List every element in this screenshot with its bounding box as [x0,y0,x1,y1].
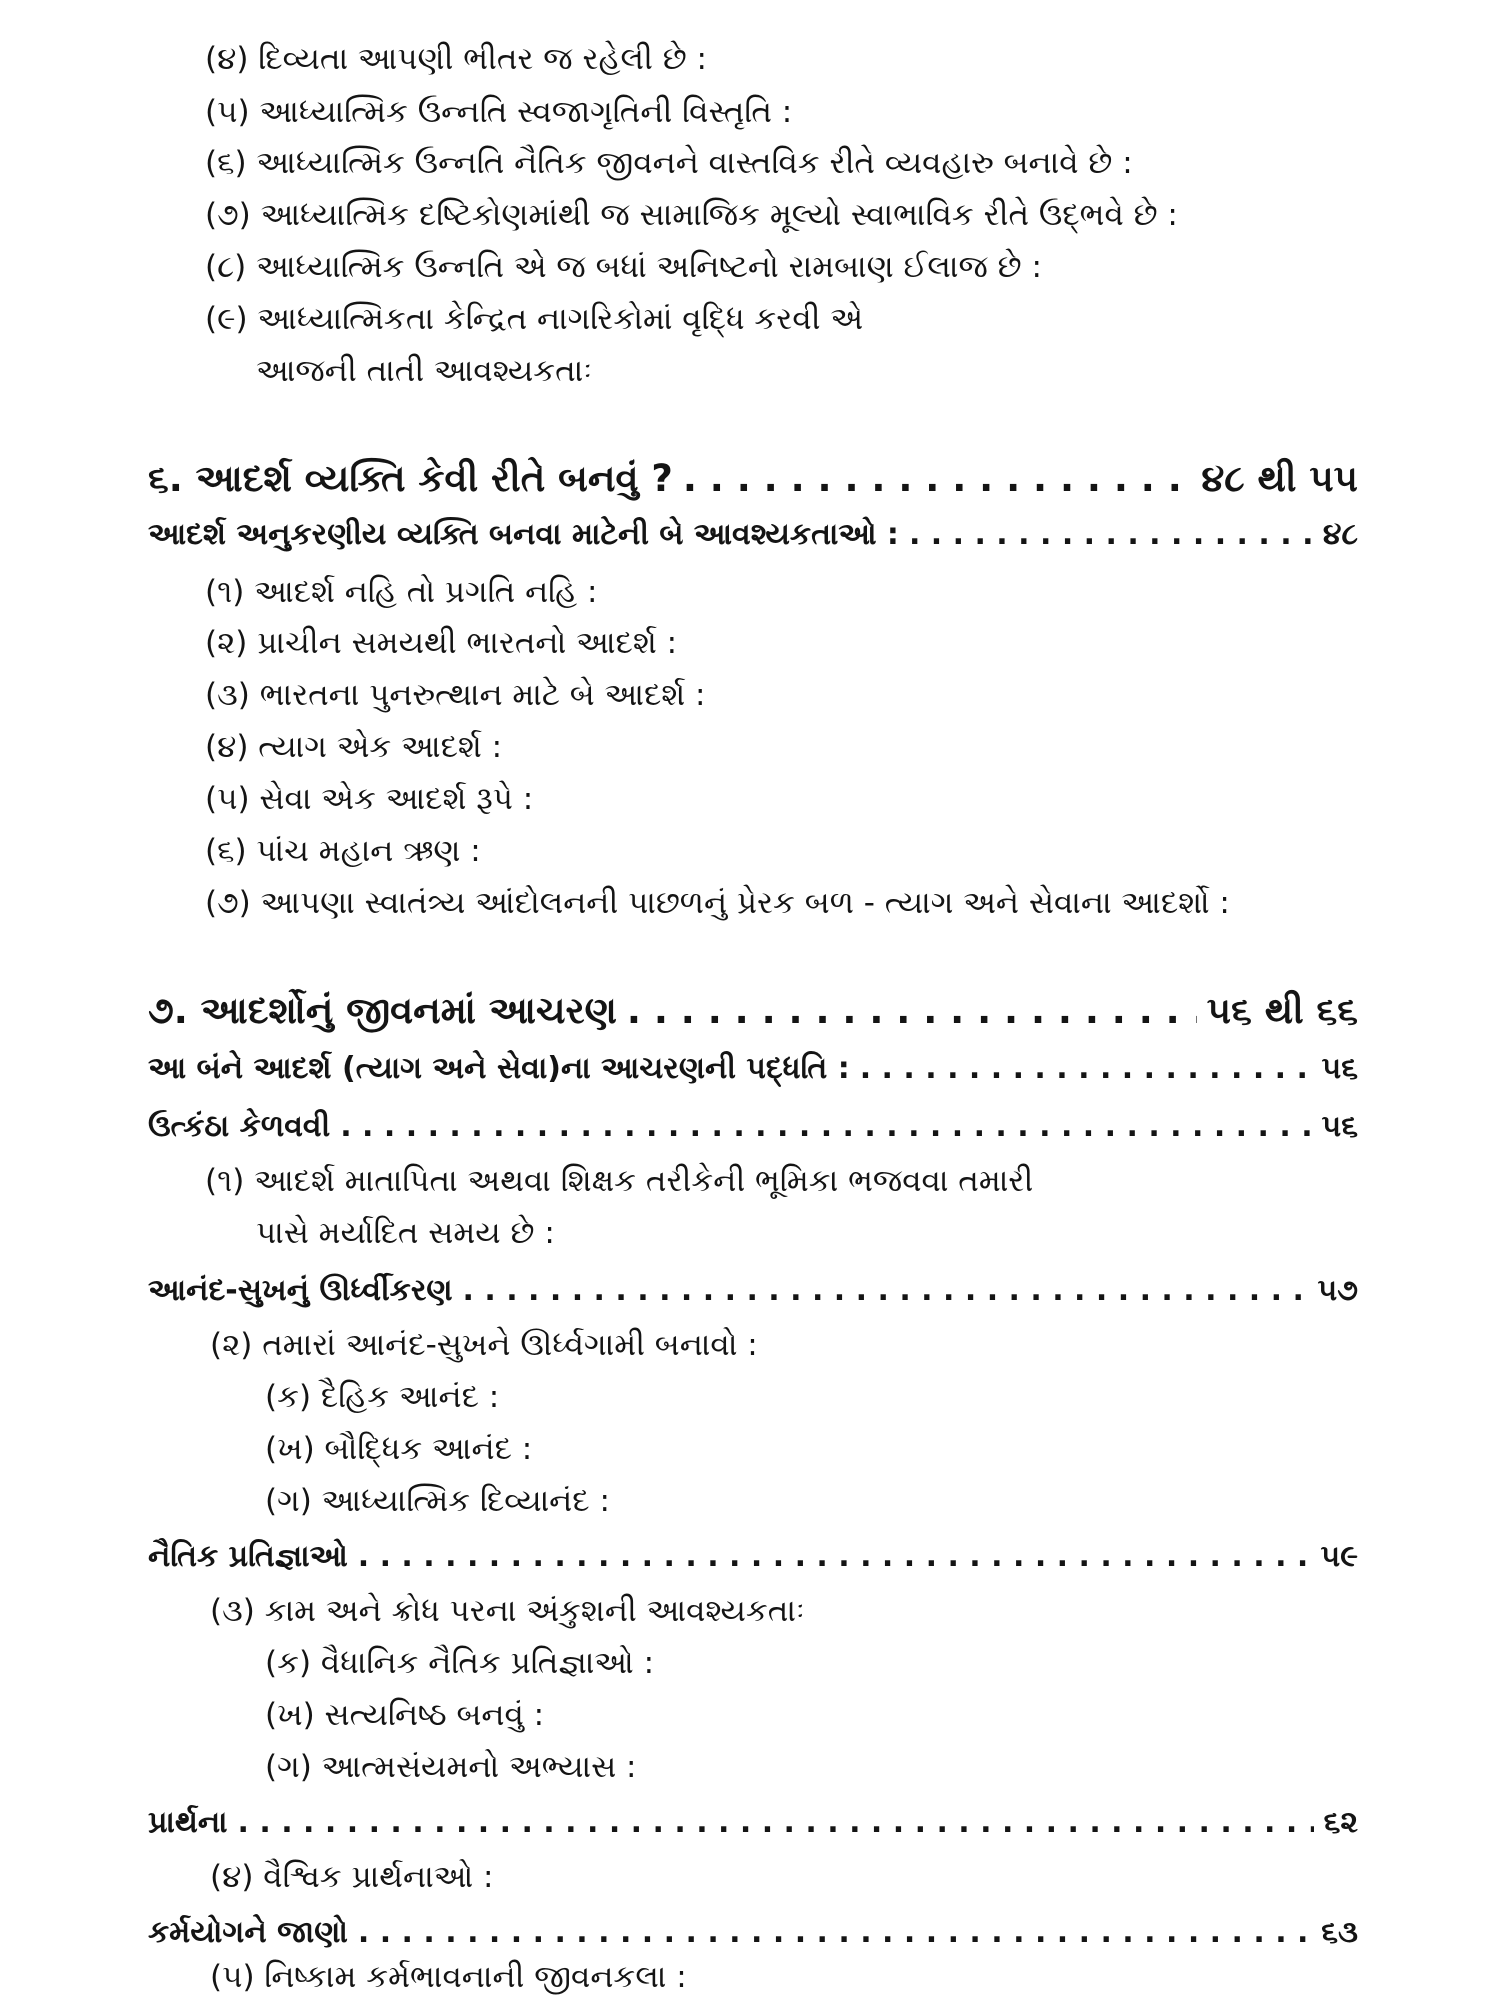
section-title: આનંદ-સુખનું ઊર્ધ્વીકરણ [148,1273,453,1308]
toc-item: (૨) તમારાં આનંદ-સુખને ઊર્ધ્વગામી બનાવો : [210,1327,758,1363]
chapter-title: ૬. આદર્શ વ્યક્તિ કેવી રીતે બનવું ? [148,457,673,500]
dot-leader [463,1276,1308,1306]
section-page: ૬૨ [1323,1805,1358,1840]
section-title: આ બંને આદર્શ (ત્યાગ અને સેવા)ના આચરણની પદ્ધતિ : [148,1051,850,1086]
chapter-heading [148,457,1358,500]
dot-leader [860,1054,1312,1084]
chapter-pages: ૪૮ થી ૫૫ [1201,457,1358,500]
section-title: ઉત્કંઠા કેળવવી [148,1109,331,1144]
toc-item: (૩) ભારતના પુનરુત્થાન માટે બે આદર્શ : [205,677,706,713]
section-page: ૫૬ [1321,1051,1358,1086]
toc-item: (૫) સેવા એક આદર્શ રૂપે : [205,781,534,817]
toc-item: (૪) દિવ્યતા આપણી ભીતર જ રહેલી છે : [205,41,707,77]
toc-subitem: (ખ) સત્યનિષ્ઠ બનવું : [265,1697,545,1733]
section-heading [148,517,1358,552]
dot-leader [683,460,1192,497]
chapter-title: ૭. આદર્શોનું જીવનમાં આચરણ [148,989,617,1032]
dot-leader [238,1808,1314,1838]
toc-item: (૬) આધ્યાત્મિક ઉન્નતિ નૈતિક જીવનને વાસ્તવિક રીતે વ્યવહારુ બનાવે છે : [205,145,1133,181]
dot-leader [358,1918,1311,1948]
dot-leader [340,1112,1311,1142]
toc-item: (૪) વૈશ્વિક પ્રાર્થનાઓ : [210,1859,494,1895]
section-heading [148,1805,1358,1840]
section-page: ૪૮ [1322,517,1358,552]
toc-subitem: (ગ) આધ્યાત્મિક દિવ્યાનંદ : [265,1483,610,1519]
section-title: કર્મયોગને જાણો [148,1915,348,1950]
toc-item: (૭) આપણા સ્વાતંત્ર્ય આંદોલનની પાછળનું પ્રેરક બળ - ત્યાગ અને સેવાના આદર્શો : [205,885,1230,921]
toc-subitem: (ક) વૈધાનિક નૈતિક પ્રતિજ્ઞાઓ : [265,1645,655,1681]
toc-item: (૮) આધ્યાત્મિક ઉન્નતિ એ જ બધાં અનિષ્ટનો રામબાણ ઈલાજ છે : [205,249,1042,285]
toc-item-continuation: પાસે મર્યાદિત સમય છે : [256,1215,555,1251]
toc-item: (૭) આધ્યાત્મિક દષ્ટિકોણમાંથી જ સામાજિક મૂલ્યો સ્વાભાવિક રીતે ઉદ્ભવે છે : [205,197,1178,233]
section-page: ૫૭ [1317,1273,1358,1308]
section-title: નૈતિક પ્રતિજ્ઞાઓ [148,1539,348,1574]
section-title: પ્રાર્થના [148,1805,228,1840]
toc-item: (૨) પ્રાચીન સમયથી ભારતનો આદર્શ : [205,625,678,661]
dot-leader [358,1542,1311,1572]
toc-subitem: (ગ) આત્મસંયમનો અભ્યાસ : [265,1749,637,1785]
dot-leader [909,520,1313,550]
toc-item: (૪) ત્યાગ એક આદર્શ : [205,729,503,765]
section-title: આદર્શ અનુકરણીય વ્યક્તિ બનવા માટેની બે આવશ્યકતાઓ : [148,517,899,552]
toc-item: (૩) કામ અને ક્રોધ પરના અંકુશની આવશ્યકતાઃ [210,1593,805,1629]
chapter-pages: ૫૬ થી ૬૬ [1206,989,1358,1032]
toc-item: (૫) આધ્યાત્મિક ઉન્નતિ સ્વજાગૃતિની વિસ્તૃતિ : [205,94,793,130]
section-page: ૬૩ [1321,1915,1358,1950]
section-page: ૫૯ [1320,1539,1358,1574]
section-heading [148,1051,1358,1086]
toc-item: (૯) આધ્યાત્મિકતા કેન્દ્રિત નાગરિકોમાં વૃદ્ધિ કરવી એ [205,301,864,337]
toc-item: (૬) પાંચ મહાન ઋણ : [205,833,481,869]
section-heading [148,1273,1358,1308]
toc-item-continuation: આજની તાતી આવશ્યકતાઃ [256,353,593,389]
toc-item: (૧) આદર્શ નહિ તો પ્રગતિ નહિ : [205,574,598,610]
toc-subitem: (ખ) બૌદ્ધિક આનંદ : [265,1431,533,1467]
toc-item: (૫) નિષ્કામ કર્મભાવનાની જીવનકલા : [210,1959,687,1995]
section-heading [148,1915,1358,1950]
section-heading [148,1109,1358,1144]
toc-subitem: (ક) દૈહિક આનંદ : [265,1379,500,1415]
chapter-heading [148,989,1358,1032]
section-page: ૫૬ [1321,1109,1358,1144]
dot-leader [627,992,1197,1029]
toc-item: (૧) આદર્શ માતાપિતા અથવા શિક્ષક તરીકેની ભૂમિકા ભજવવા તમારી [205,1163,1034,1199]
section-heading [148,1539,1358,1574]
